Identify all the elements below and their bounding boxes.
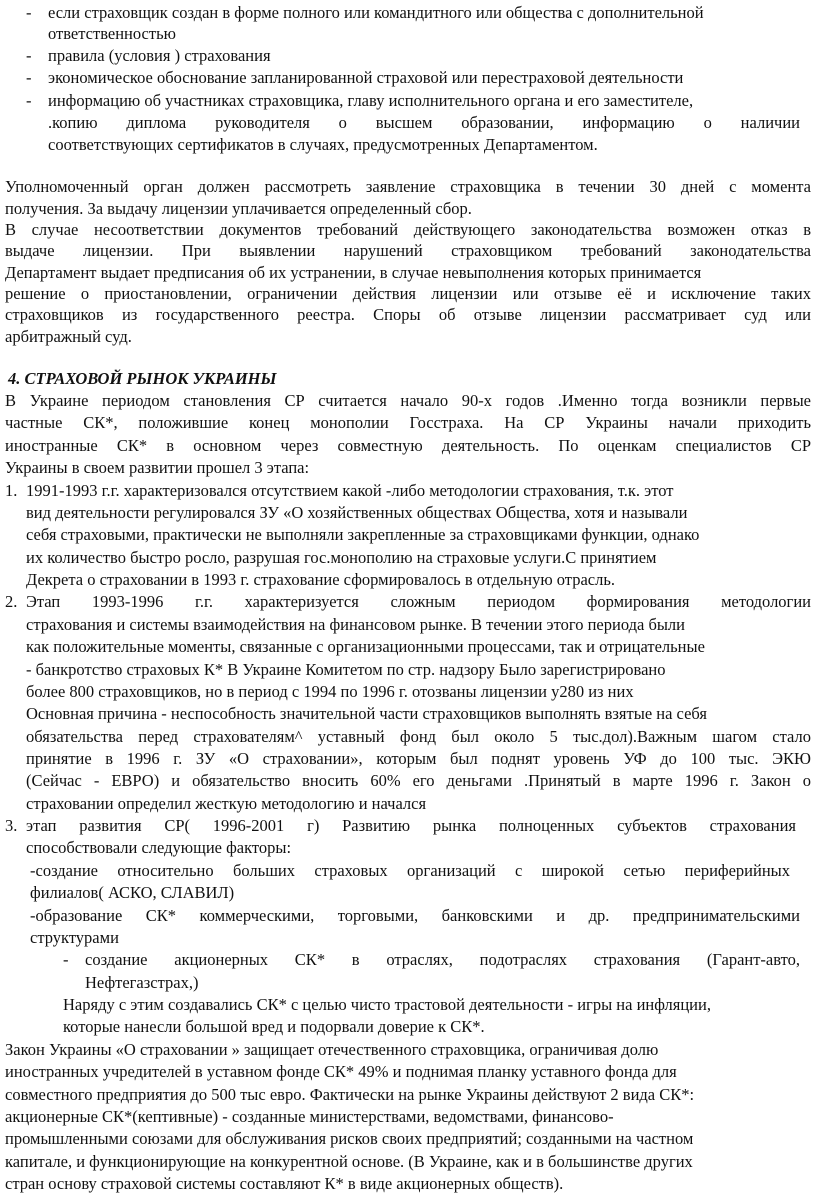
list-item-line: обязательства перед страхователям^ уставный фонд был около 5 тыс.дол).Важным шагом стало (26, 726, 811, 746)
factor-line: -образование СК* коммерческими, торговыми, банковскими и др. предпринимательскими (30, 905, 800, 925)
list-number: 3. (5, 816, 18, 836)
list-item-line: - банкротство страховых К* В Украине Комитетом по стр. надзору Было зарегистрировано (26, 659, 666, 679)
section-heading: 4. СТРАХОВОЙ РЫНОК УКРАИНЫ (8, 368, 277, 388)
list-item-line: Нефтегазстрах,) (85, 972, 199, 992)
paragraph-line: стран основу страховой системы составляют К* в виде акционерных обществ). (5, 1174, 564, 1193)
list-item-line: экономическое обоснование запланированной страховой или перестраховой деятельности (48, 68, 684, 88)
list-item-line: правила (условия ) страхования (48, 45, 271, 65)
list-item-line: создание акционерных СК* в отраслях, подотраслях страхования (Гарант-авто, (85, 950, 800, 970)
list-item-line: если страховщик создан в форме полного или командитного или общества с дополнительной (48, 2, 704, 22)
paragraph-line: выдаче лицензии. При выявлении нарушений страховщиком требований законодательства (5, 241, 811, 261)
paragraph-line: Департамент выдает предписания об их устранении, в случае невыполнения которых принимается (5, 262, 702, 282)
list-item-line: Этап 1993-1996 г.г. характеризуется сложным периодом формирования методологии (26, 592, 811, 612)
list-item-line: способствовали следующие факторы: (26, 838, 292, 858)
list-item-line: вид деятельности регулировался ЗУ «О хозяйственных обществах Общества, хотя и называли (26, 502, 688, 522)
paragraph-line: В Украине периодом становления СР считается начало 90-х годов .Именно тогда возникли первые (5, 391, 811, 410)
factor-line: филиалов( АСКО, СЛАВИЛ) (30, 883, 235, 903)
list-item-line: этап развития СР( 1996-2001 г) Развитию рынка полноценных субъектов страхования (26, 816, 796, 836)
paragraph-line: Наряду с этим создавались СК* с целью чисто трастовой деятельности - игры на инфляции, (63, 995, 711, 1014)
paragraph-line: которые нанесли большой вред и подорвали доверие к СК*. (63, 1017, 485, 1037)
list-bullet: - (63, 950, 69, 970)
paragraph-line: страховщиков из государственного реестра. Споры об отзыве лицензии рассматривает суд или (5, 305, 811, 325)
list-item-line: их количество быстро росло, разрушая гос.монополию на страховые услуги.С принятием (26, 547, 657, 567)
list-item-line: .копию диплома руководителя о высшем образовании, информацию о наличии (48, 112, 800, 132)
list-item-line: принятие в 1996 г. ЗУ «О страховании», которым был поднят уровень УФ до 100 тыс. ЭКЮ (26, 749, 811, 768)
paragraph-line: арбитражный суд. (5, 326, 132, 346)
paragraph-line: Украины в своем развитии прошел 3 этапа: (5, 458, 310, 478)
factor-line: структурами (30, 927, 119, 947)
paragraph-line: решение о приостановлении, ограничении действия лицензии или отзыве её и исключение таких (5, 284, 811, 303)
list-item-line: (Сейчас - ЕВРО) и обязательство вносить 60% его деньгами .Принятый в марте 1996 г. Закон о (26, 771, 811, 791)
list-bullet: - (26, 90, 32, 110)
list-item-line: соответствующих сертификатов в случаях, предусмотренных Департаментом. (48, 135, 598, 155)
paragraph-line: капитале, и функционирующие на конкурентной основе. (В Украине, как и в большинстве других (5, 1151, 693, 1171)
list-bullet: - (26, 45, 32, 65)
list-item-line: ответственностью (48, 24, 176, 44)
paragraph-line: промышленными союзами для обслуживания рисков своих предприятий; созданными на частном (5, 1129, 694, 1149)
list-number: 2. (5, 592, 18, 612)
paragraph-line: Уполномоченный орган должен рассмотреть заявление страховщика в течении 30 дней с момента (5, 177, 811, 196)
paragraph-line: акционерные СК*(кептивные) - созданные министерствами, ведомствами, финансово- (5, 1106, 614, 1126)
list-item-line: Декрета о страховании в 1993 г. страхование сформировалось в отдельную отрасль. (26, 570, 616, 589)
paragraph-line: Закон Украины «О страховании » защищает отечественного страховщика, ограничивая долю (5, 1039, 659, 1059)
list-item-line: себя страховыми, практически не выполняли закрепленные за страховщиками функции, однако (26, 525, 700, 545)
paragraph-line: иностранных учредителей в уставном фонде СК* 49% и поднимая планку уставного фонда для (5, 1062, 677, 1082)
list-item-line: как положительные моменты, связанные с организационными процессами, так и отрицательные (26, 637, 705, 657)
paragraph-line: совместного предприятия до 500 тыс евро. Фактически на рынке Украины действуют 2 вида СК*: (5, 1084, 695, 1104)
list-bullet: - (26, 2, 32, 22)
list-item-line: страхования и системы взаимодействия на финансовом рынке. В течении этого периода были (26, 614, 685, 634)
factor-line: -создание относительно больших страховых организаций с широкой сетью периферийных (30, 860, 790, 880)
list-item-line: информацию об участниках страховщика, главу исполнительного органа и его заместителе, (48, 90, 694, 110)
list-item-line: Основная причина - неспособность значительной части страховщиков выполнять взятые на себя (26, 704, 707, 724)
paragraph-line: частные СК*, положившие конец монополии Госстраха. На СР Украины начали приходить (5, 413, 811, 433)
list-item-line: 1991-1993 г.г. характеризовался отсутствием какой -либо методологии страхования, т.к. этот (26, 480, 674, 500)
list-item-line: страховании определил жесткую методологию и начался (26, 793, 427, 813)
list-bullet: - (26, 68, 32, 88)
paragraph-line: В случае несоответствии документов требований действующего законодательства возможен отказ в (5, 219, 811, 239)
paragraph-line: иностранные СК* в основном через совместную деятельность. По оценкам специалистов СР (5, 435, 811, 455)
list-number: 1. (5, 480, 18, 500)
list-item-line: более 800 страховщиков, но в период с 1994 по 1996 г. отозваны лицензии у280 из них (26, 681, 634, 701)
paragraph-line: получения. За выдачу лицензии уплачивается определенный сбор. (5, 199, 472, 219)
